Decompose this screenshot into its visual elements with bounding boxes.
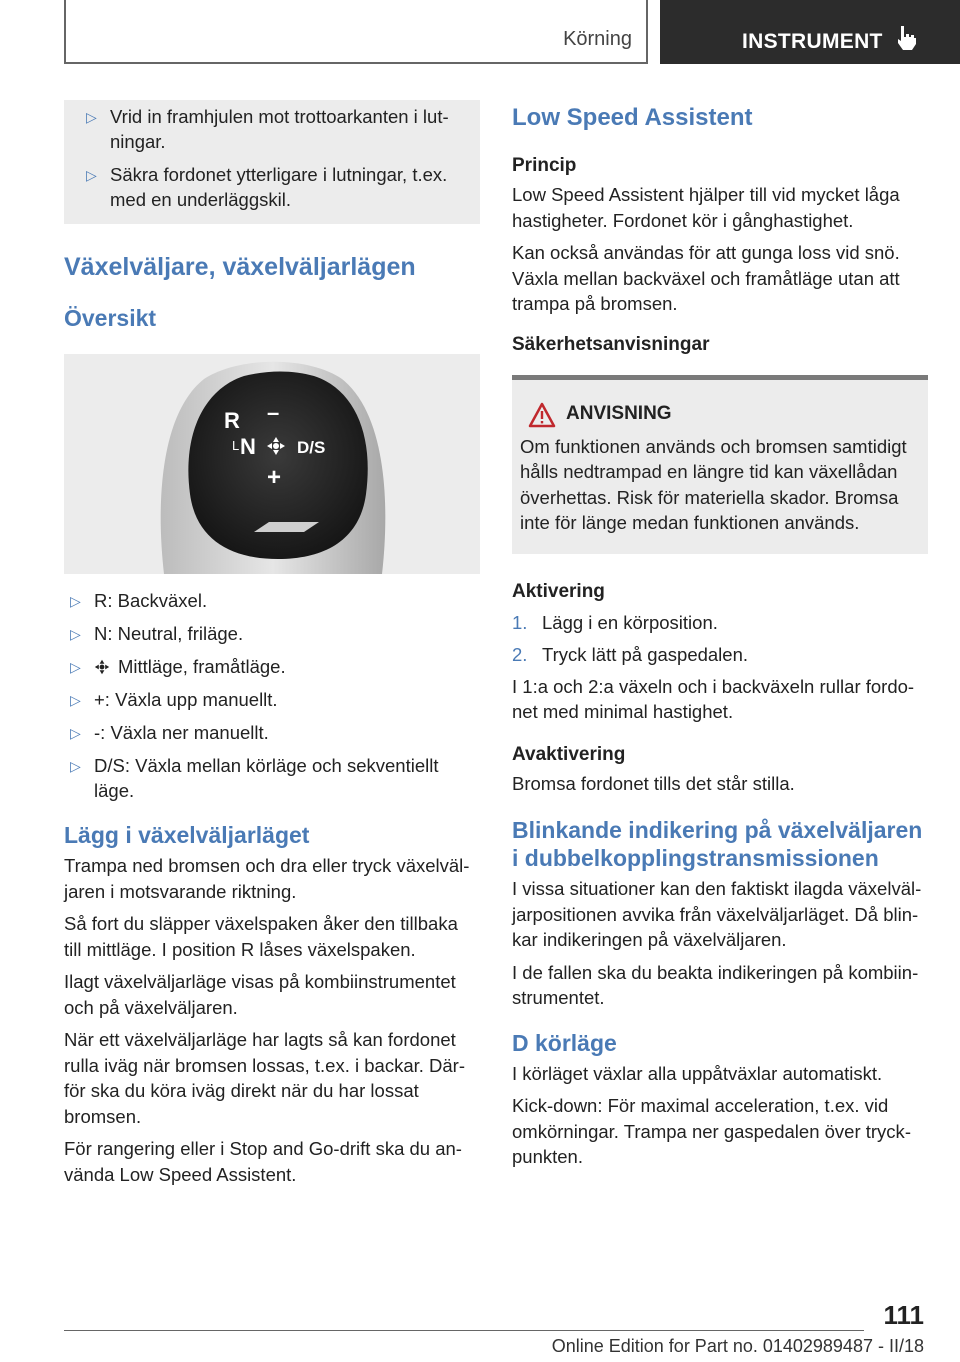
overview-heading: Översikt (64, 305, 157, 331)
list-item: ▷ N: Neutral, friläge. (64, 621, 480, 646)
left-column (64, 100, 480, 1194)
paragraph: I vissa situationer kan den faktiskt ilagda växelväljarpositionen avvika från växelväljarläget. Då blinkar indikeringen på växelväljaren. (512, 878, 922, 950)
triangle-bullet-icon: ▷ (70, 758, 81, 774)
activation-heading: Aktivering (512, 580, 605, 602)
paragraph: Kick-down: För maximal acceleration, t.ex. vid omkörningar. Trampa ner gaspedalen över tryckpunkten. (512, 1095, 911, 1167)
blink-heading: Blinkande indikering på växelväljaren i dubbelkopplingstransmissionen (512, 817, 923, 871)
knob-label-n: N (240, 434, 256, 459)
triangle-bullet-icon: ▷ (86, 167, 97, 183)
list-item: ▷ Vrid in framhjulen mot trottoarkanten i lutningar. (86, 106, 449, 152)
header-section-title: Körning (563, 28, 632, 50)
list-item: ▷ +: Växla upp manuellt. (64, 687, 480, 712)
pointing-hand-icon (894, 24, 920, 52)
tip-box (64, 100, 480, 224)
list-item: ▷ Säkra fordonet ytterligare i lutningar, t.ex. med en underläggskil. (86, 164, 448, 210)
center-position-icon (94, 659, 110, 675)
engage-heading: Lägg i växelväljarläget (64, 822, 310, 848)
paragraph: Ilagt växelväljarläge visas på kombiinstrumentet och på växelväljaren. (64, 971, 456, 1018)
triangle-bullet-icon: ▷ (70, 692, 81, 708)
center-position-icon (266, 436, 286, 456)
drive-mode-heading: D körläge (512, 1029, 617, 1056)
deactivation-heading: Avaktivering (512, 743, 626, 765)
footer-divider (64, 1330, 864, 1331)
triangle-bullet-icon: ▷ (86, 109, 97, 125)
gear-selector-image (64, 354, 480, 574)
section-heading: Växelväljare, växelväljarlägen (64, 253, 416, 281)
list-item: 2. Tryck lätt på gaspedalen. (512, 643, 749, 665)
paragraph: Kan också användas för att gunga loss vid snö. Växla mellan backväxel och framåtläge utan att trampa på bromsen. (512, 242, 900, 314)
list-item: ▷ Mittläge, framåtläge. (64, 654, 480, 679)
header-chapter-title: INSTRUMENT (742, 30, 883, 53)
knob-label-minus: – (267, 400, 280, 425)
paragraph: Bromsa fordonet tills det står stilla. (512, 772, 795, 794)
knob-label-plus: + (267, 464, 282, 491)
triangle-bullet-icon: ▷ (70, 593, 81, 609)
paragraph: I körläget växlar alla uppåtväxlar automatiskt. (512, 1062, 883, 1084)
list-item: ▷ D/S: Växla mellan körläge och sekventiellt läge. (70, 755, 439, 801)
list-item: 1. Lägg i en körposition. (512, 611, 718, 633)
activation-steps (512, 610, 928, 667)
triangle-bullet-icon: ▷ (70, 659, 81, 675)
warning-triangle-icon (528, 402, 556, 428)
overview-list (64, 588, 480, 803)
list-item: ▷ R: Backväxel. (64, 588, 480, 613)
knob-label-r: R (224, 408, 240, 433)
paragraph: Trampa ned bromsen och dra eller tryck växelväljaren i motsvarande riktning. (64, 855, 470, 902)
warning-box (512, 375, 928, 554)
edition-note: Online Edition for Part no. 01402989487 - II/18 (551, 1336, 924, 1356)
safety-heading: Säkerhetsanvisningar (512, 333, 710, 355)
warning-text: Om funktionen används och bromsen samtidigt hålls nedtrampad en längre tid kan växellådan överhettas. Risk för materiella skador. Bromsa inte för länge medan funktionen används. (520, 435, 907, 533)
paragraph: I de fallen ska du beakta indikeringen på kombiinstrumentet. (512, 961, 919, 1008)
paragraph: För rangering eller i Stop and Go-drift ska du använda Low Speed Assistent. (64, 1138, 462, 1185)
paragraph: I 1:a och 2:a växeln och i backväxeln rullar fordonet med minimal hastighet. (512, 675, 915, 722)
tip-list (80, 104, 470, 212)
warning-title: ANVISNING (566, 402, 672, 424)
paragraph: Så fort du släpper växelspaken åker den tillbaka till mittläge. I position R låses växelspaken. (64, 913, 458, 960)
knob-label-l: L (232, 438, 240, 453)
lsa-heading: Low Speed Assistent (512, 104, 753, 131)
paragraph: När ett växelväljarläge har lagts så kan fordonet rulla iväg när bromsen lossas, t.ex. i backar. Därför ska du köra iväg direkt när du har lossat bromsen. (64, 1029, 466, 1127)
triangle-bullet-icon: ▷ (70, 626, 81, 642)
right-column (512, 104, 928, 1177)
paragraph: Low Speed Assistent hjälper till vid mycket låga hastigheter. Fordonet kör i gånghastighet. (512, 184, 900, 231)
principle-heading: Princip (512, 155, 577, 176)
header-section-box (64, 0, 648, 64)
knob-label-ds: D/S (297, 438, 326, 457)
triangle-bullet-icon: ▷ (70, 725, 81, 741)
page-number: 111 (883, 1300, 924, 1330)
list-item: ▷ -: Växla ner manuellt. (64, 720, 480, 745)
